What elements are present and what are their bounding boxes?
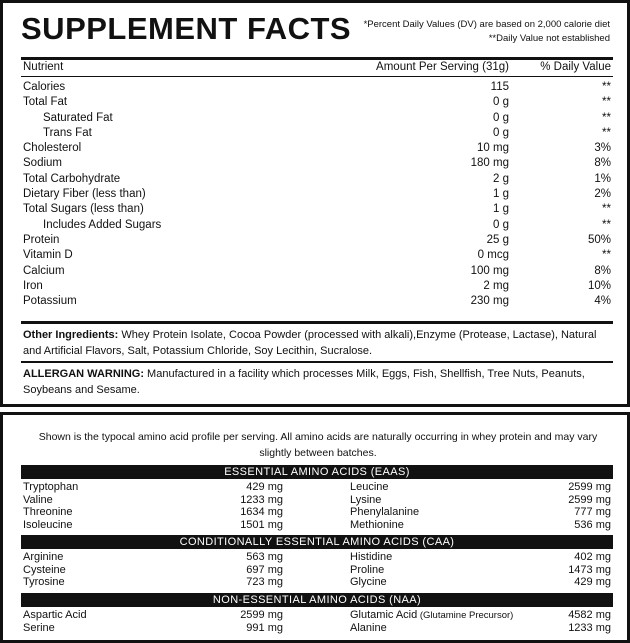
amino-name: Leucine bbox=[350, 481, 389, 493]
nutrient-amount: 0 g bbox=[493, 111, 509, 124]
allergen-warning bbox=[23, 366, 613, 398]
nutrient-row bbox=[23, 248, 611, 263]
amino-name: Isoleucine bbox=[23, 518, 73, 531]
nutrient-row bbox=[23, 202, 611, 217]
nutrient-name: Cholesterol bbox=[23, 142, 82, 155]
nutrient-name: Protein bbox=[23, 233, 60, 246]
nutrient-row bbox=[23, 294, 611, 309]
amino-amount: 402 mg bbox=[574, 551, 611, 563]
header-amount: Amount Per Serving (31g) bbox=[376, 61, 509, 73]
amino-row bbox=[23, 622, 611, 635]
other-ingredients bbox=[23, 327, 613, 359]
nutrient-amount: 0 g bbox=[493, 126, 509, 139]
nutrient-amount: 230 mg bbox=[470, 295, 509, 308]
nutrient-name: Trans Fat bbox=[43, 126, 92, 139]
nutrient-name: Calories bbox=[23, 81, 66, 93]
facts-column-headers bbox=[23, 61, 611, 77]
amino-amount: 429 mg bbox=[246, 481, 283, 493]
amino-intro-text: Shown is the typocal amino acid profile per serving. All amino acids are naturally occurring in whey protein and may vary slightly between batches. bbox=[38, 431, 598, 459]
nutrient-daily-value: 4% bbox=[594, 295, 611, 308]
nutrient-name: Saturated Fat bbox=[43, 111, 113, 124]
nutrient-daily-value: 8% bbox=[594, 157, 611, 170]
amino-name-with-note bbox=[350, 609, 513, 623]
nutrient-row bbox=[23, 172, 611, 187]
amino-name: Methionine bbox=[350, 518, 404, 531]
nutrient-name: Iron bbox=[23, 279, 43, 292]
amino-name: Aspartic Acid bbox=[23, 609, 87, 621]
amino-name: Valine bbox=[23, 493, 53, 506]
amino-name: Tyrosine bbox=[23, 576, 65, 588]
amino-amount: 697 mg bbox=[246, 563, 283, 576]
nutrient-daily-value: 1% bbox=[594, 172, 611, 185]
nutrient-row bbox=[23, 95, 611, 110]
other-ingredients-label: Other Ingredients: bbox=[23, 329, 119, 341]
amino-row bbox=[23, 576, 611, 589]
facts-notes bbox=[364, 18, 610, 46]
nutrient-name: Potassium bbox=[23, 295, 77, 308]
amino-amount: 1501 mg bbox=[240, 518, 283, 531]
amino-amount: 429 mg bbox=[574, 576, 611, 588]
nutrient-name: Total Carbohydrate bbox=[23, 172, 121, 185]
amino-name: Serine bbox=[23, 621, 55, 634]
nutrient-name: Includes Added Sugars bbox=[43, 218, 162, 231]
amino-amount: 2599 mg bbox=[240, 609, 283, 621]
nutrient-amount: 0 g bbox=[493, 218, 509, 231]
amino-name: Phenylalanine bbox=[350, 506, 420, 518]
amino-row bbox=[23, 551, 611, 564]
amino-row bbox=[23, 481, 611, 494]
nutrient-daily-value: 10% bbox=[587, 279, 611, 292]
nutrient-daily-value: ** bbox=[602, 96, 611, 109]
amino-name: Lysine bbox=[350, 493, 382, 506]
amino-name: Glutamic Acid bbox=[350, 609, 418, 621]
dv-note: *Percent Daily Values (DV) are based on 2,000 calorie diet bbox=[363, 19, 610, 30]
nutrient-daily-value: ** bbox=[602, 81, 611, 93]
nutrient-daily-value: 8% bbox=[594, 264, 611, 277]
nutrient-amount: 0 g bbox=[493, 96, 509, 109]
nutrient-name: Dietary Fiber (less than) bbox=[23, 188, 146, 201]
nutrient-amount: 100 mg bbox=[470, 264, 509, 277]
header-top-rule bbox=[21, 57, 613, 60]
amino-amount: 563 mg bbox=[246, 551, 283, 563]
amino-amount: 777 mg bbox=[574, 506, 611, 518]
ingredients-top-rule bbox=[21, 321, 613, 324]
amino-amount: 1634 mg bbox=[240, 506, 283, 518]
nutrient-row bbox=[23, 187, 611, 202]
nutrient-row bbox=[23, 218, 611, 233]
nutrient-amount: 2 mg bbox=[483, 279, 509, 292]
nutrient-name: Sodium bbox=[23, 157, 62, 170]
nutrient-daily-value: ** bbox=[602, 126, 611, 139]
amino-amount: 2599 mg bbox=[568, 493, 611, 506]
nutrient-row bbox=[23, 141, 611, 156]
section-bar-essential: ESSENTIAL AMINO ACIDS (EAAS) bbox=[21, 465, 613, 479]
nutrient-daily-value: ** bbox=[602, 203, 611, 216]
amino-row bbox=[23, 609, 611, 622]
nutrient-daily-value: ** bbox=[602, 249, 611, 262]
amino-amount: 1233 mg bbox=[568, 621, 611, 634]
amino-name: Cysteine bbox=[23, 563, 66, 576]
amino-amount: 1233 mg bbox=[240, 493, 283, 506]
nutrient-amount: 115 bbox=[490, 81, 509, 93]
nutrient-row bbox=[23, 264, 611, 279]
allergen-top-rule bbox=[21, 361, 613, 363]
nutrient-amount: 25 g bbox=[486, 233, 509, 246]
nutrient-name: Total Sugars (less than) bbox=[23, 203, 144, 216]
amino-name: Proline bbox=[350, 563, 385, 576]
nutrient-amount: 180 mg bbox=[470, 157, 509, 170]
nutrient-daily-value: 50% bbox=[587, 233, 611, 246]
header-bottom-rule bbox=[21, 76, 613, 77]
nutrient-table bbox=[23, 80, 611, 309]
nutrient-amount: 2 g bbox=[493, 172, 509, 185]
nutrient-row bbox=[23, 156, 611, 171]
nutrient-daily-value: ** bbox=[602, 218, 611, 231]
amino-acid-panel bbox=[0, 412, 630, 643]
nutrient-name: Total Fat bbox=[23, 96, 68, 109]
amino-name: Arginine bbox=[23, 551, 64, 563]
allergen-warning-text: Manufactured in a facility which processes Milk, Eggs, Fish, Shellfish, Tree Nuts, Peanuts, Soybeans and Sesame. bbox=[23, 368, 585, 396]
amino-amount: 2599 mg bbox=[568, 481, 611, 493]
nutrient-row bbox=[23, 111, 611, 126]
nutrient-name: Vitamin D bbox=[23, 249, 73, 262]
amino-row bbox=[23, 494, 611, 507]
header-daily-value: % Daily Value bbox=[540, 61, 611, 73]
section-bar-conditional: CONDITIONALLY ESSENTIAL AMINO ACIDS (CAA) bbox=[21, 535, 613, 549]
amino-amount: 536 mg bbox=[574, 518, 611, 531]
amino-note: (Glutamine Precursor) bbox=[417, 610, 514, 621]
facts-title: SUPPLEMENT FACTS bbox=[21, 11, 352, 46]
nutrient-daily-value: ** bbox=[602, 111, 611, 124]
amino-amount: 723 mg bbox=[246, 576, 283, 588]
section-bar-non-essential: NON-ESSENTIAL AMINO ACIDS (NAA) bbox=[21, 593, 613, 607]
nutrient-name: Calcium bbox=[23, 264, 65, 277]
amino-amount: 991 mg bbox=[246, 621, 283, 634]
nutrient-row bbox=[23, 126, 611, 141]
nutrient-row bbox=[23, 233, 611, 248]
amino-name: Histidine bbox=[350, 551, 393, 563]
amino-name: Tryptophan bbox=[23, 481, 79, 493]
nutrient-row bbox=[23, 80, 611, 95]
amino-amount: 4582 mg bbox=[568, 609, 611, 621]
dv-not-established-note: **Daily Value not established bbox=[488, 33, 610, 44]
nutrient-daily-value: 2% bbox=[594, 188, 611, 201]
amino-name: Glycine bbox=[350, 576, 387, 588]
nutrient-amount: 10 mg bbox=[477, 142, 509, 155]
nutrient-amount: 1 g bbox=[493, 188, 509, 201]
nutrient-row bbox=[23, 279, 611, 294]
amino-name: Alanine bbox=[350, 621, 387, 634]
amino-name: Threonine bbox=[23, 506, 73, 518]
amino-row bbox=[23, 519, 611, 532]
allergen-warning-label: ALLERGAN WARNING: bbox=[23, 368, 144, 380]
nutrient-daily-value: 3% bbox=[594, 142, 611, 155]
amino-row bbox=[23, 564, 611, 577]
nutrient-amount: 1 g bbox=[493, 203, 509, 216]
amino-row bbox=[23, 506, 611, 519]
other-ingredients-text: Whey Protein Isolate, Cocoa Powder (processed with alkali),Enzyme (Protease, Lactase), Natural and Artificial Flavors, Salt, Potassium Chloride, Soy Lecithin, Sucralose. bbox=[23, 329, 597, 357]
amino-amount: 1473 mg bbox=[568, 563, 611, 576]
header-nutrient: Nutrient bbox=[23, 61, 64, 73]
nutrient-amount: 0 mcg bbox=[477, 249, 509, 262]
